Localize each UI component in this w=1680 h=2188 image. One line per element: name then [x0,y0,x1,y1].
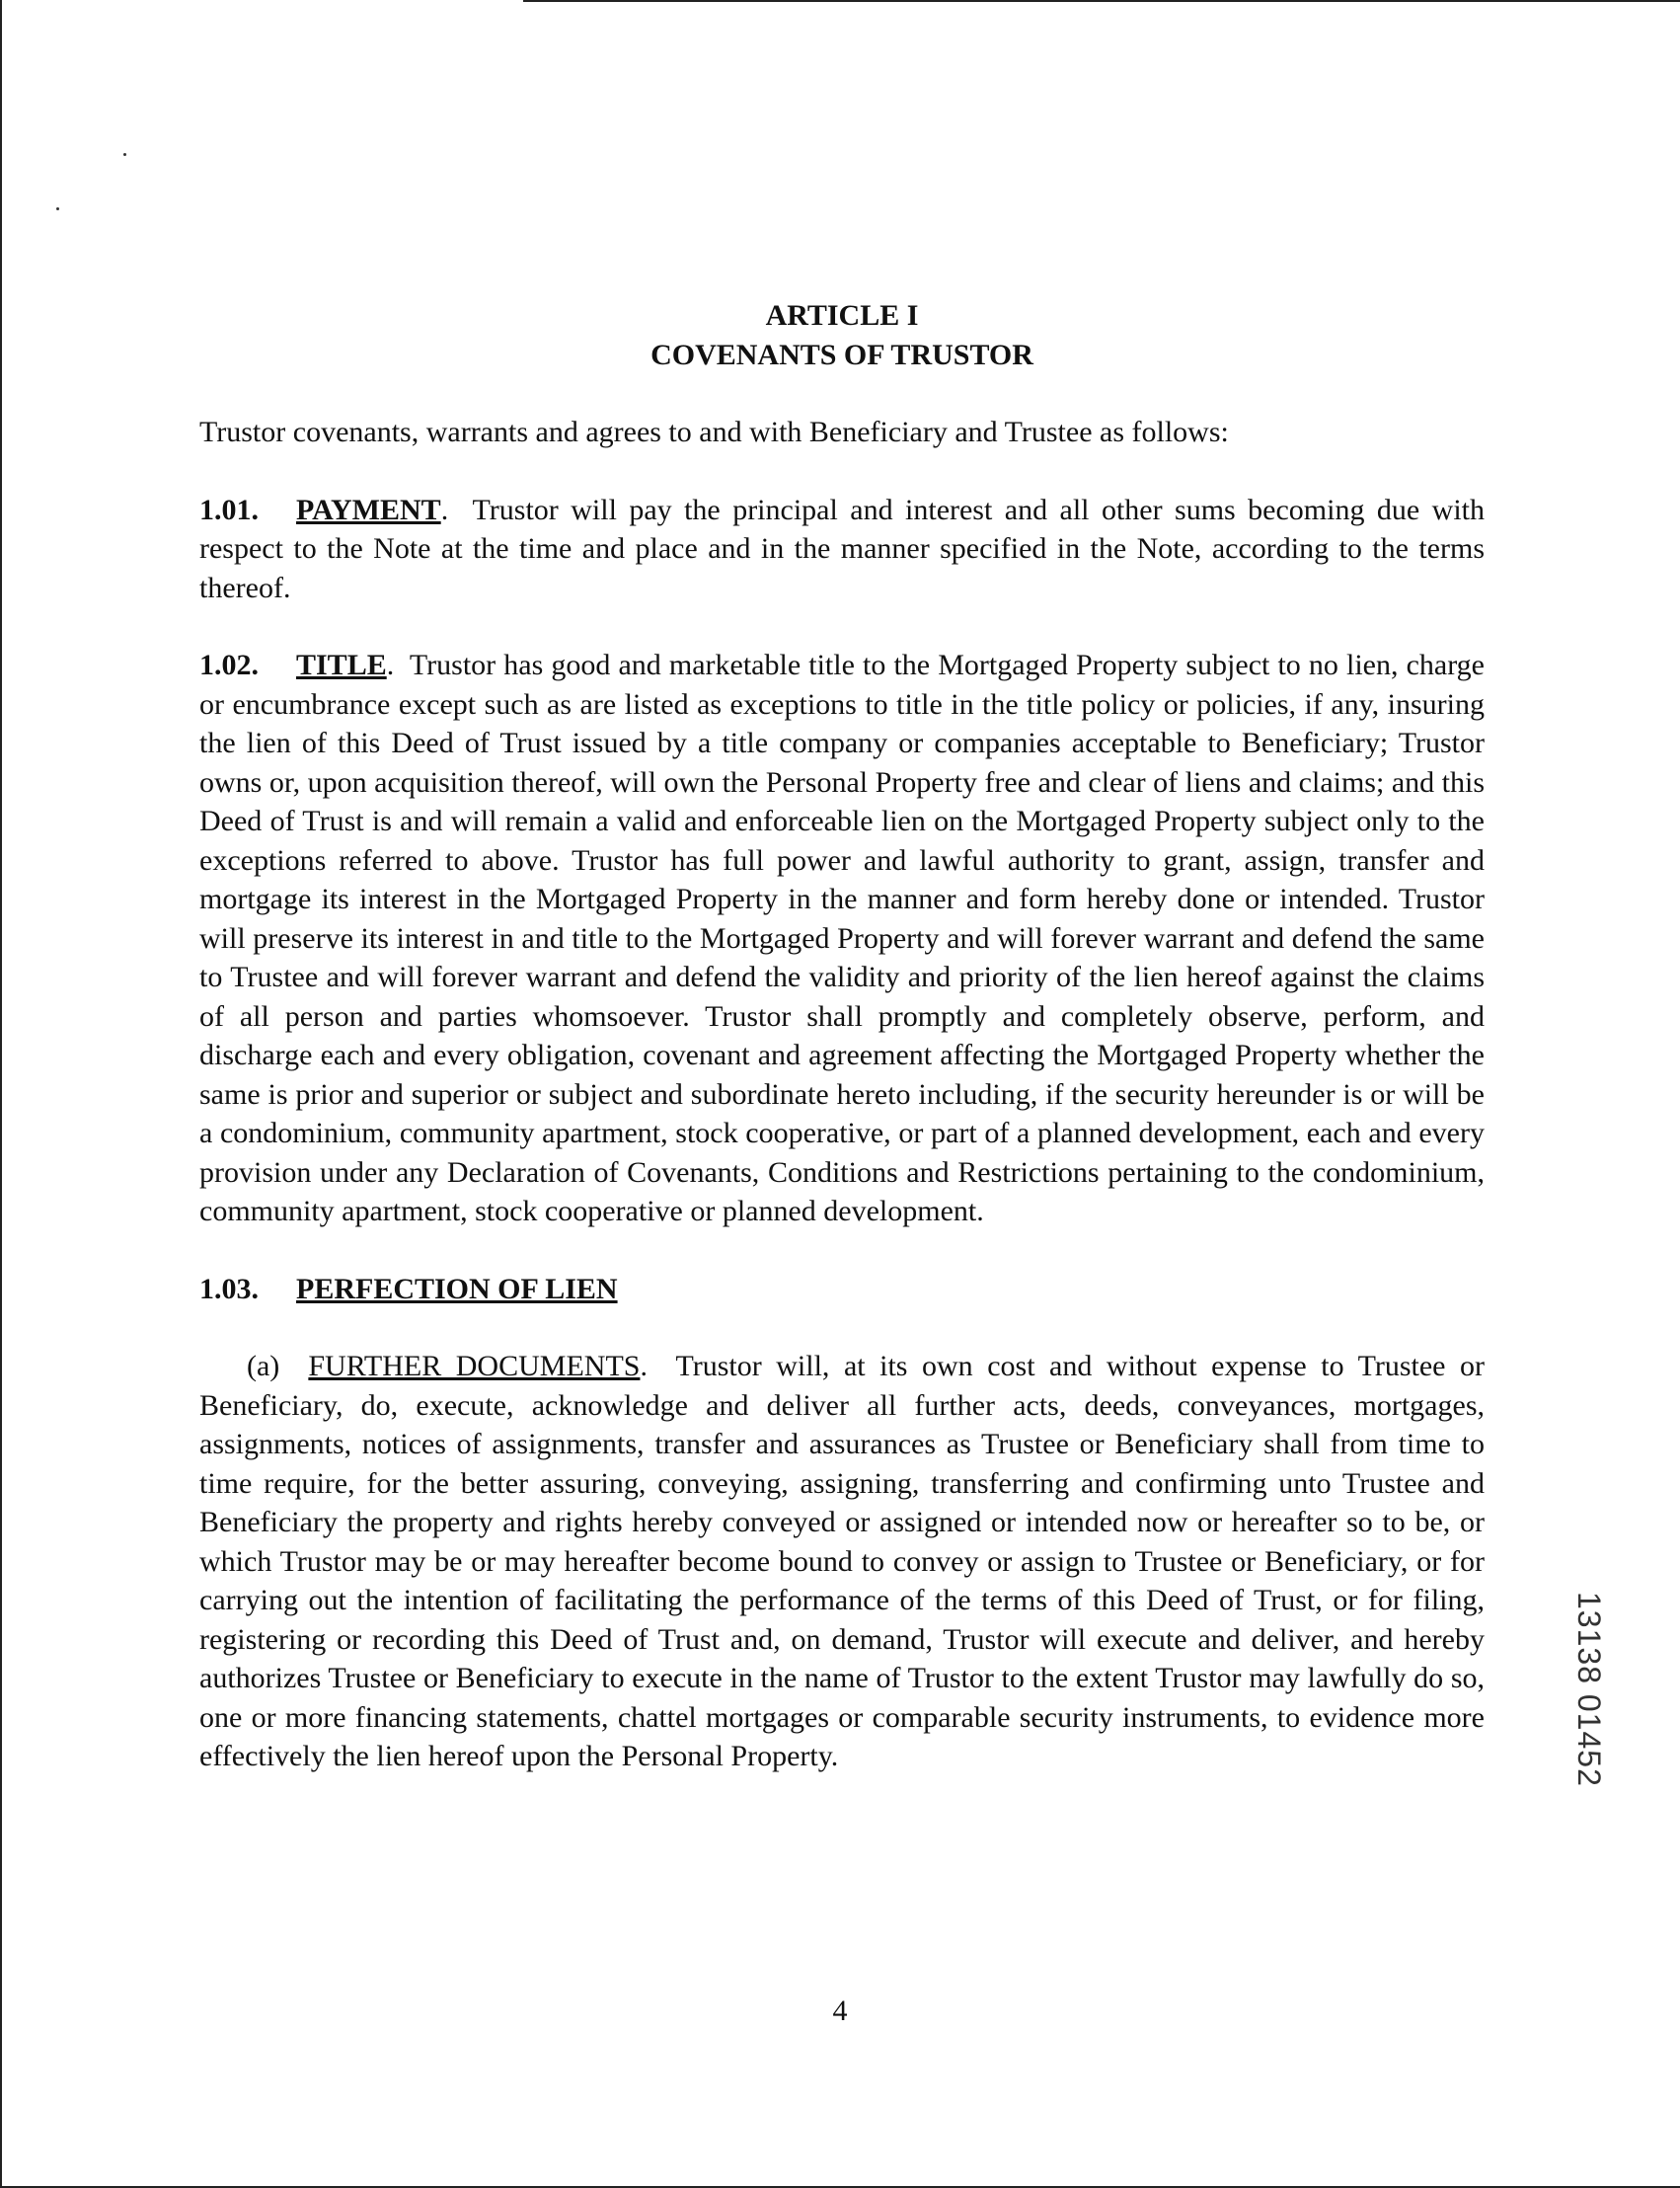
section-number: 1.03. [199,1272,259,1305]
section-1-02 [199,646,1485,1231]
section-1-01 [199,491,1485,608]
section-1-03-heading [199,1270,1485,1309]
subsection-title-period: . [640,1350,648,1382]
subsection-text: Trustor will, at its own cost and without expense to Trustee or Beneficiary, do, execute, acknowledge and deliver all further acts, deeds, conveyances, mortgages, assignments, notices of assignments, transfer and assurances as Trustee or Beneficiary shall from time to time require, for the better assuring, conveying, assigning, transferring and confirming unto Trustee and Beneficiary the property and rights hereby conveyed or assigned or intended now or hereafter so to be, or which Trustor may be or may hereafter become bound to convey or assign to Trustee or Beneficiary, or for carrying out the intention of facilitating the performance of the terms of this Deed of Trust, or for filing, registering or recording this Deed of Trust and, on demand, Trustor will execute and deliver, and hereby authorizes Trustee or Beneficiary to execute in the name of Trustor to the extent Trustor may lawfully do so, one or more financing statements, chattel mortgages or comparable security instruments, to evidence more effectively the lien hereof upon the Personal Property. [199,1350,1485,1772]
section-1-03-a [199,1347,1485,1776]
section-title-period: . [440,493,449,526]
scan-speck [56,207,59,210]
intro-paragraph: Trustor covenants, warrants and agrees to and with Beneficiary and Trustee as follows: [199,416,1229,448]
section-title: PAYMENT [296,493,441,526]
section-number: 1.02. [199,649,259,681]
section-text: Trustor has good and marketable title to the Mortgaged Property subject to no lien, charge or encumbrance except such as are listed as exceptions to title in the title policy or policies, if any, insuring the lien of this Deed of Trust issued by a title company or companies acceptable to Beneficiary; Trustor owns or, upon acquisition thereof, will own the Personal Property free and clear of liens and claims; and this Deed of Trust is and will remain a valid and enforceable lien on the Mortgaged Property subject only to the exceptions referred to above. Trustor has full power and lawful authority to grant, assign, transfer and mortgage its interest in the Mortgaged Property in the manner and form hereby done or intended. Trustor will preserve its interest in and title to the Mortgaged Property and will forever warrant and defend the same to Trustee and will forever warrant and defend the validity and priority of the lien hereof against the claims of all person and parties whomsoever. Trustor shall promptly and completely observe, perform, and discharge each and every obligation, covenant and agreement affecting the Mortgaged Property whether the same is prior and superior or subject and subordinate hereto including, if the security hereunder is or will be a condominium, community apartment, stock cooperative, or part of a planned development, each and every provision under any Declaration of Covenants, Conditions and Restrictions pertaining to the condominium, community apartment, stock cooperative or planned development. [199,649,1485,1227]
recording-stamp [1571,1592,1607,1858]
section-number: 1.01. [199,493,259,526]
recording-stamp-number: 13138 01452 [1571,1592,1607,1787]
section-title: TITLE [296,649,387,681]
page-number: 4 [832,1994,848,2027]
section-title: PERFECTION OF LIEN [296,1272,618,1305]
scan-speck [123,153,126,156]
document-body [199,296,1485,1776]
subsection-title: FURTHER DOCUMENTS [308,1350,641,1382]
section-text: Trustor will pay the principal and interest and all other sums becoming due with respect to the Note at the time and place and in the manner specified in the Note, according to the terms thereof. [199,493,1485,604]
article-subtitle: COVENANTS OF TRUSTOR [650,338,1033,371]
top-scan-edge [523,0,1680,2]
article-title: ARTICLE I [765,299,919,332]
section-title-period: . [386,649,395,681]
subsection-label: (a) [247,1350,280,1382]
